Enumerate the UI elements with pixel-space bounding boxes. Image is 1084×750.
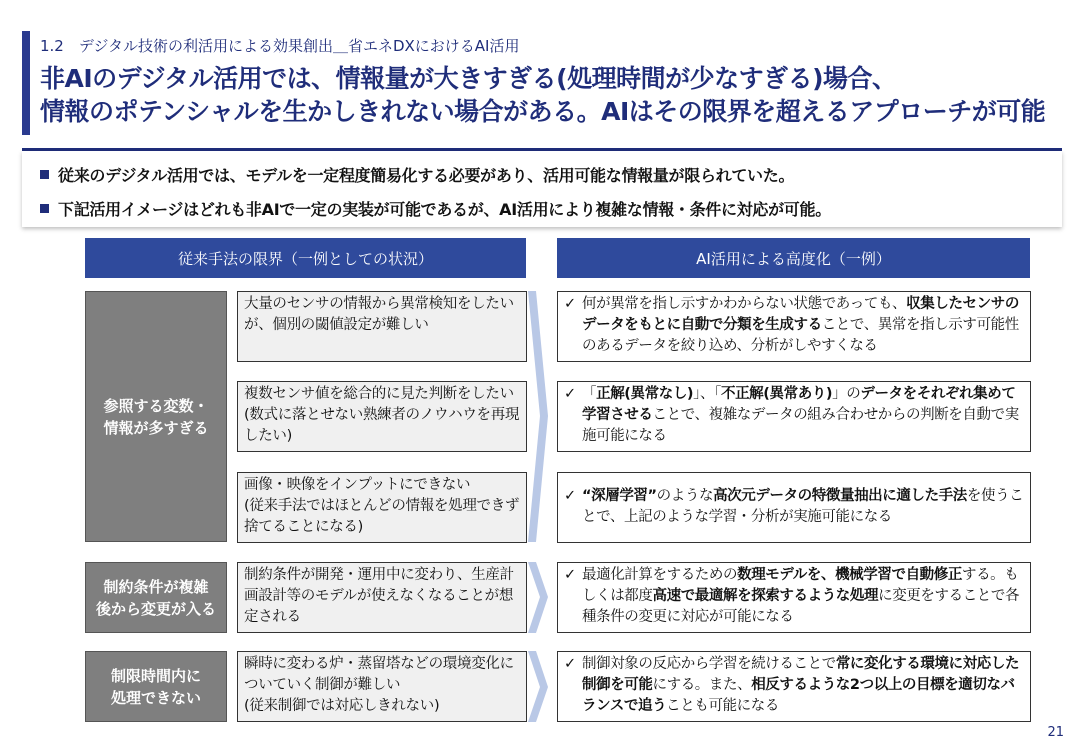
- body-text: にする。また、: [652, 677, 752, 693]
- body-text: する。もしくは都度: [582, 567, 1019, 604]
- section-label: 1.2 デジタル技術の利活用による効果創出＿省エネDXにおけるAI活用: [40, 37, 520, 55]
- body-text: のような: [656, 488, 714, 504]
- emphasis-text: 不正解(異常あり): [720, 386, 833, 402]
- chevron-right-icon: [528, 562, 548, 633]
- ai-solution-box: [557, 381, 1031, 452]
- body-text: 」の: [832, 386, 861, 402]
- body-text: を使うことで、上記のような学習・分析が実施可能になる: [582, 488, 1024, 525]
- headline-line-2: 情報のポテンシャルを生かしきれない場合がある。AIはその限界を超えるアプローチが可能: [40, 97, 1046, 126]
- emphasis-text: 相反するような2つ以上の目標を適切なバランスで追う: [582, 677, 1015, 714]
- check-icon: ✓: [564, 488, 576, 504]
- body-text: 」、「: [693, 386, 721, 402]
- chevron-right-icon: [528, 291, 548, 542]
- ai-solution-box: [557, 651, 1031, 722]
- category-time-limit: 制限時間内に 処理できない: [85, 651, 227, 722]
- ai-solution-box: [557, 291, 1031, 362]
- body-text: に変更をすることで各種条件の変更に対応が可能になる: [582, 588, 1020, 625]
- title-accent-bar: [22, 31, 30, 135]
- ai-solution-box: [557, 562, 1031, 633]
- limit-box: 制約条件が開発・運用中に変わり、生産計画設計等のモデルが使えなくなることが想定される: [237, 562, 527, 633]
- headline-line-1: 非AIのデジタル活用では、情報量が大きすぎる(処理時間が少なすぎる)場合、: [40, 64, 897, 93]
- check-icon: ✓: [564, 656, 576, 672]
- limit-box: 大量のセンサの情報から異常検知をしたいが、個別の閾値設定が難しい: [237, 291, 527, 362]
- body-text: 最適化計算をするための: [582, 567, 738, 583]
- ai-solution-box: [557, 472, 1031, 543]
- emphasis-text: 数理モデルを、機械学習で自動修正: [737, 567, 962, 583]
- emphasis-text: データをそれぞれ集めて学習させる: [582, 386, 1016, 423]
- body-text: ことで、異常を指し示す可能性のあるデータを絞り込め、分析がしやすくなる: [582, 317, 1019, 354]
- body-text: 「: [582, 386, 597, 402]
- body-text: ことで、複雑なデータの組み合わせからの判断を自動で実施可能になる: [582, 407, 1019, 444]
- emphasis-text: 常に変化する環境に対応した制御を可能: [582, 656, 1020, 693]
- check-icon: ✓: [564, 296, 576, 312]
- column-header-ai: AI活用による高度化（一例）: [557, 238, 1030, 278]
- body-text: ことも可能になる: [666, 698, 779, 714]
- summary-bullet: 下記活用イメージはどれも非AIで一定の実装が可能であるが、AI活用により複雑な情報・条件に対応が可能。: [40, 197, 831, 220]
- chevron-right-icon: [528, 651, 548, 722]
- check-icon: ✓: [564, 386, 576, 402]
- emphasis-text: 正解(異常なし): [596, 386, 694, 402]
- limit-box: 画像・映像をインプットにできない (従来手法ではほとんどの情報を処理できず捨てることになる): [237, 472, 527, 543]
- limit-box: 複数センサ値を総合的に見た判断をしたい(数式に落とせない熟練者のノウハウを再現したい): [237, 381, 527, 452]
- summary-box: [22, 151, 1062, 227]
- square-bullet-icon: [40, 204, 49, 213]
- emphasis-text: “深層学習”: [582, 488, 657, 504]
- emphasis-text: 高速で最適解を探索するような処理: [652, 588, 879, 604]
- check-icon: ✓: [564, 567, 576, 583]
- category-complex-constraints: 制約条件が複雑 後から変更が入る: [85, 562, 227, 633]
- body-text: 何が異常を指し示すかわからない状態であっても、: [582, 296, 907, 312]
- arrow-column: [528, 291, 554, 723]
- page-headline: [40, 62, 1070, 128]
- emphasis-text: 高次元データの特徴量抽出に適した手法: [713, 488, 967, 504]
- column-header-limits: 従来手法の限界（一例としての状況）: [85, 238, 526, 278]
- summary-bullet: 従来のデジタル活用では、モデルを一定程度簡易化する必要があり、活用可能な情報量が限られていた。: [40, 163, 794, 186]
- category-too-many-variables: 参照する変数・ 情報が多すぎる: [85, 291, 227, 542]
- emphasis-text: 収集したセンサのデータをもとに自動で分類を生成する: [582, 296, 1019, 333]
- limit-box: 瞬時に変わる炉・蒸留塔などの環境変化についていく制御が難しい (従来制御では対応しきれない): [237, 651, 527, 722]
- body-text: 制御対象の反応から学習を続けることで: [582, 656, 836, 672]
- square-bullet-icon: [40, 170, 49, 179]
- page-number: 21: [1047, 725, 1064, 740]
